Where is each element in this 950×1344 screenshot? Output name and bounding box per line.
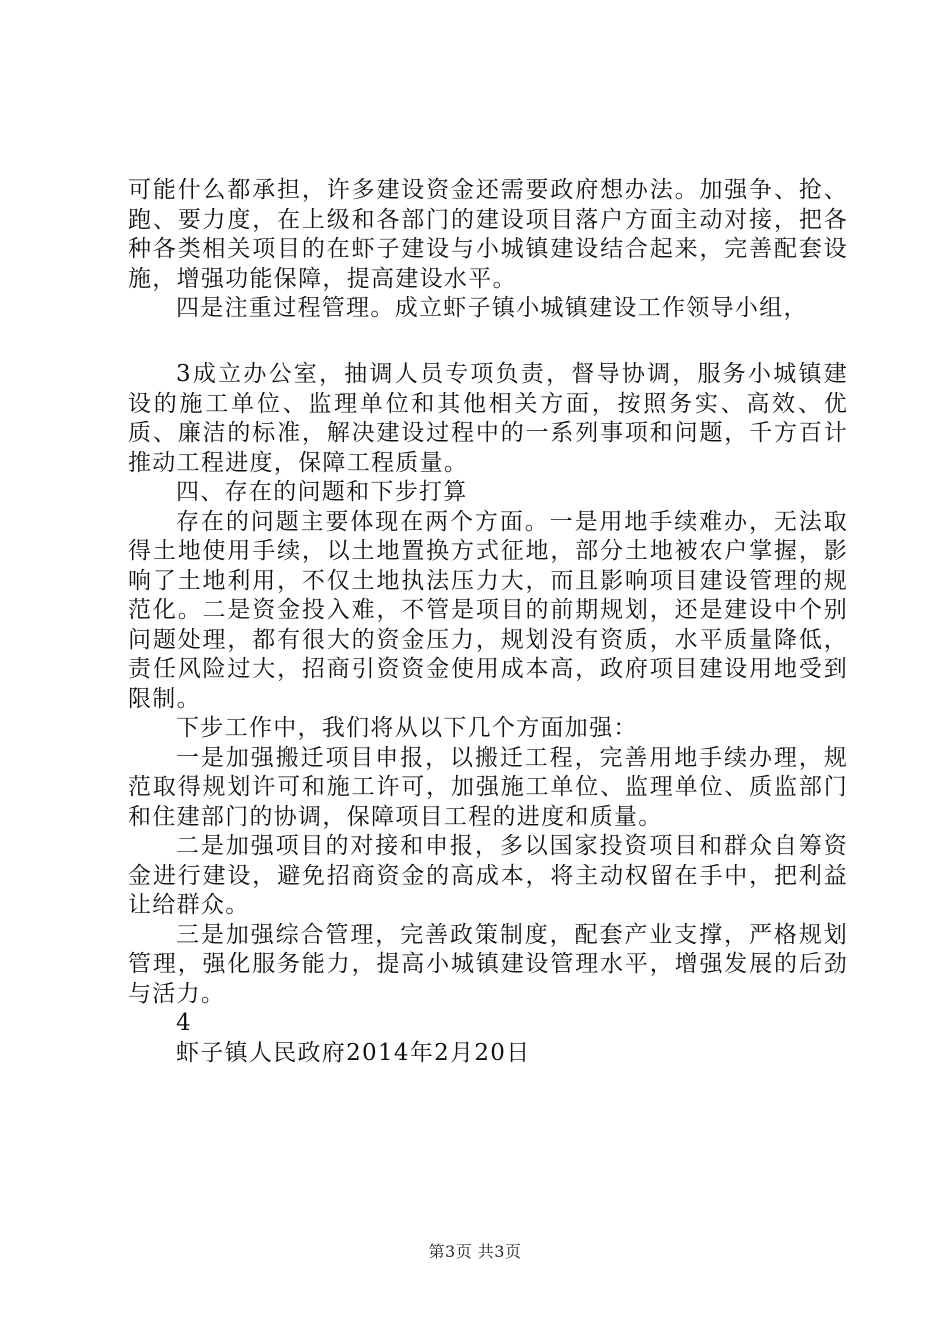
text-block-main: [128, 360, 848, 1068]
paragraph-step-two: 二是加强项目的对接和申报，多以国家投资项目和群众自筹资金进行建设，避免招商资金的高成本，将主动权留在手中，把利益让给群众。: [128, 833, 848, 918]
paragraph-process-management: 四是注重过程管理。成立虾子镇小城镇建设工作领导小组，: [176, 295, 808, 321]
section-heading-problems: 四、存在的问题和下步打算: [176, 479, 468, 505]
text-block-top: [128, 176, 848, 324]
paragraph-problems: 存在的问题主要体现在两个方面。一是用地手续难办，无法取得土地使用手续，以土地置换方式征地，部分土地被农户掌握，影响了土地利用，不仅土地执法压力大，而且影响项目建设管理的规范化。二是资金投入难，不管是项目的前期规划，还是建设中个别问题处理，都有很大的资金压力，规划没有资质，水平质量降低，责任风险过大，招商引资资金使用成本高，政府项目建设用地受到限制。: [128, 508, 848, 712]
inline-page-number: 4: [176, 1010, 192, 1036]
paragraph-office-setup: 3成立办公室，抽调人员专项负责，督导协调，服务小城镇建设的施工单位、监理单位和其他相关方面，按照务实、高效、优质、廉洁的标准，解决建设过程中的一系列事项和问题，千方百计推动工程进度，保障工程质量。: [128, 361, 848, 476]
paragraph-step-three: 三是加强综合管理，完善政策制度，配套产业支撑，严格规划管理，强化服务能力，提高小城镇建设管理水平，增强发展的后劲与活力。: [128, 921, 848, 1007]
paragraph-next-steps-intro: 下步工作中，我们将从以下几个方面加强：: [176, 715, 638, 741]
page-footer: 第3页 共3页: [428, 1242, 522, 1261]
signature-date-line: 虾子镇人民政府2014年2月20日: [176, 1039, 531, 1066]
paragraph-continuation: 可能什么都承担，许多建设资金还需要政府想办法。加强争、抢、跑、要力度，在上级和各部门的建设项目落户方面主动对接，把各种各类相关项目的在虾子建设与小城镇建设结合起来，完善配套设施，增强功能保障，提高建设水平。: [128, 177, 848, 292]
paragraph-step-one: 一是加强搬迁项目申报，以搬迁工程，完善用地手续办理，规范取得规划许可和施工许可，加强施工单位、监理单位、质监部门和住建部门的协调，保障项目工程的进度和质量。: [128, 744, 848, 830]
